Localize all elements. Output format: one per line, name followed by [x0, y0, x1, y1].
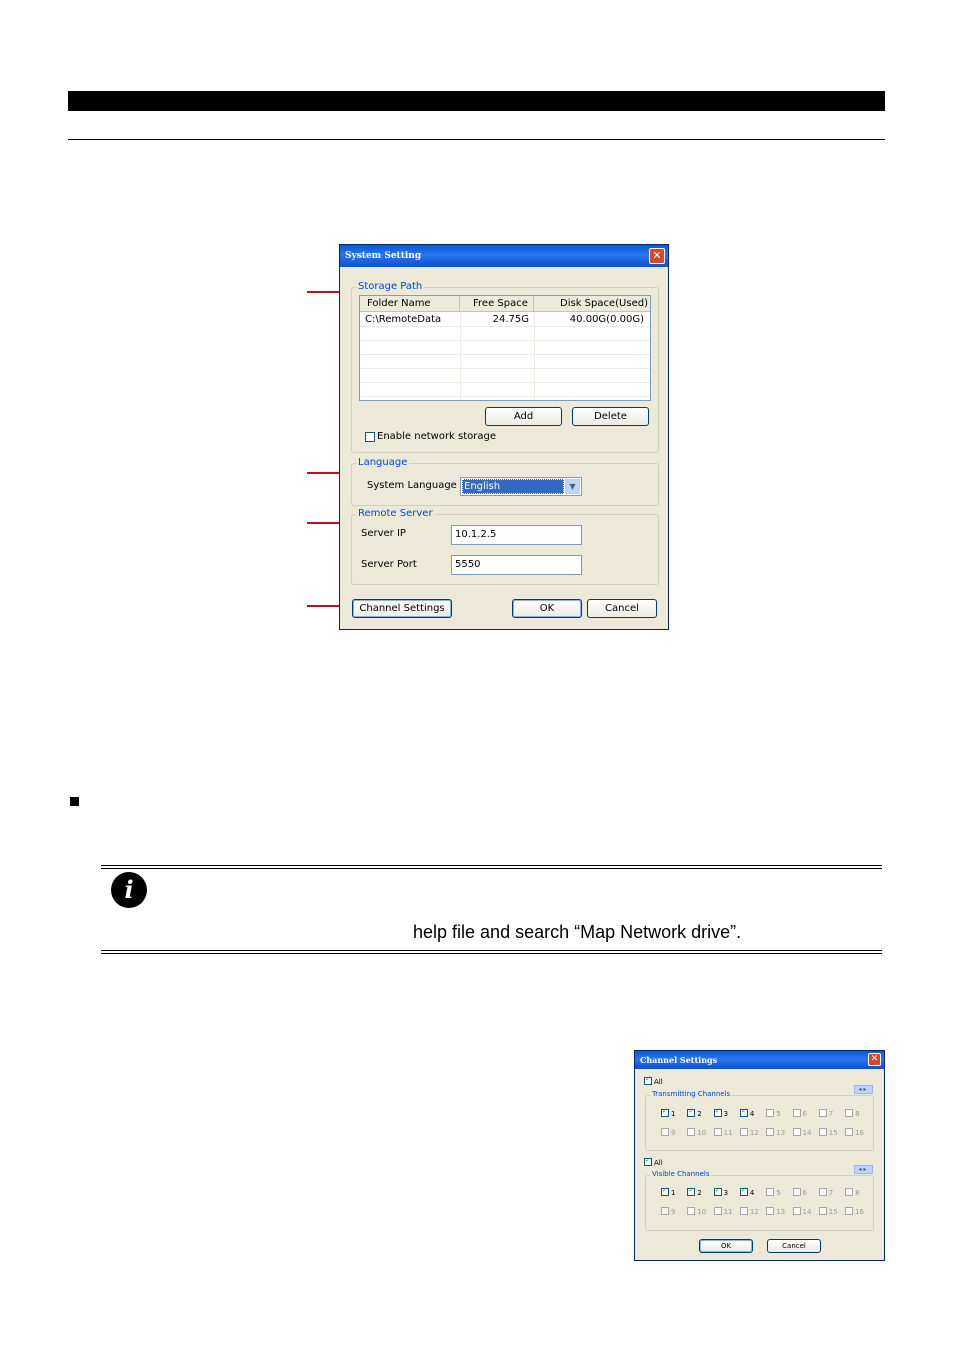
- table-row-empty: [360, 383, 650, 397]
- transmitting-channel-checkbox[interactable]: [661, 1128, 669, 1136]
- visible-channel-checkbox[interactable]: [661, 1207, 669, 1215]
- all-transmitting-checkbox[interactable]: [644, 1077, 652, 1085]
- add-button[interactable]: Add: [485, 407, 562, 426]
- enable-network-label: Enable network storage: [377, 431, 497, 442]
- visible-channel-label: 13: [776, 1208, 786, 1216]
- remote-server-label: Remote Server: [358, 508, 433, 519]
- ok-button[interactable]: OK: [512, 599, 582, 618]
- channel-settings-titlebar: [635, 1051, 884, 1069]
- transmitting-channel-label: 16: [855, 1129, 865, 1137]
- transmitting-channel-label: 5: [776, 1110, 781, 1118]
- transmitting-channel-checkbox[interactable]: [740, 1128, 748, 1136]
- language-label: Language: [358, 457, 408, 468]
- transmitting-channel-label: 15: [828, 1129, 838, 1137]
- visible-channel-label: 12: [749, 1208, 759, 1216]
- system-setting-titlebar: [340, 245, 668, 267]
- chevron-down-icon[interactable]: ▼: [565, 479, 580, 494]
- visible-group: [645, 1170, 874, 1231]
- server-ip-label: Server IP: [361, 528, 406, 539]
- channel-settings-dialog: [634, 1050, 885, 1261]
- dialog-title: System Setting: [345, 251, 422, 261]
- transmit-scroll-arrows-icon[interactable]: ◂▸: [854, 1085, 873, 1094]
- transmitting-channel-checkbox[interactable]: [819, 1109, 827, 1117]
- delete-button[interactable]: Delete: [572, 407, 649, 426]
- transmitting-channel-label: 2: [697, 1110, 702, 1118]
- storage-path-label: Storage Path: [358, 281, 423, 292]
- visible-channel-label: 5: [776, 1189, 781, 1197]
- visible-channel-label: 8: [855, 1189, 860, 1197]
- column-header-free[interactable]: Free Space: [460, 296, 534, 312]
- visible-channel-label: 1: [671, 1189, 676, 1197]
- visible-channel-checkbox[interactable]: [819, 1188, 827, 1196]
- transmitting-label: Transmitting Channels: [652, 1090, 731, 1098]
- all-visible-checkbox[interactable]: [644, 1158, 652, 1166]
- visible-channel-checkbox[interactable]: [793, 1207, 801, 1215]
- visible-channel-checkbox[interactable]: [687, 1207, 695, 1215]
- transmitting-channel-checkbox[interactable]: [714, 1109, 722, 1117]
- table-row-empty: [360, 355, 650, 369]
- note-rule: [101, 950, 882, 951]
- close-icon[interactable]: ✕: [649, 248, 665, 264]
- transmitting-channel-checkbox[interactable]: [687, 1109, 695, 1117]
- transmitting-channel-checkbox[interactable]: [766, 1128, 774, 1136]
- visible-channel-checkbox[interactable]: [766, 1188, 774, 1196]
- visible-channel-checkbox[interactable]: [845, 1188, 853, 1196]
- channel-dialog-title: Channel Settings: [640, 1055, 718, 1065]
- visible-channel-checkbox[interactable]: [661, 1188, 669, 1196]
- transmitting-channel-label: 6: [802, 1110, 807, 1118]
- transmitting-channel-label: 10: [697, 1129, 707, 1137]
- note-rule: [101, 953, 882, 954]
- storage-list-header: [360, 296, 650, 312]
- column-header-disk[interactable]: Disk Space(Used): [560, 298, 648, 309]
- transmitting-group: [645, 1090, 874, 1151]
- visible-channel-label: 11: [723, 1208, 733, 1216]
- visible-channel-checkbox[interactable]: [740, 1207, 748, 1215]
- all-transmitting-label: All: [654, 1078, 663, 1086]
- info-icon: i: [111, 872, 147, 908]
- visible-channel-checkbox[interactable]: [714, 1207, 722, 1215]
- channel-ok-button[interactable]: OK: [699, 1239, 753, 1253]
- visible-channel-label: 9: [671, 1208, 676, 1216]
- visible-channel-label: 15: [828, 1208, 838, 1216]
- note-rule: [101, 865, 882, 866]
- visible-channel-label: 3: [723, 1189, 729, 1197]
- visible-channel-checkbox[interactable]: [687, 1188, 695, 1196]
- transmitting-channel-checkbox[interactable]: [793, 1109, 801, 1117]
- visible-channel-label: 7: [828, 1189, 834, 1197]
- note-text: help file and search “Map Network drive”.: [413, 922, 742, 942]
- visible-channel-label: 6: [802, 1189, 807, 1197]
- enable-network-checkbox[interactable]: [365, 432, 375, 442]
- transmitting-channel-label: 12: [749, 1129, 759, 1137]
- bullet-square: [70, 797, 79, 806]
- visible-channel-checkbox[interactable]: [714, 1188, 722, 1196]
- transmitting-channel-label: 8: [855, 1110, 860, 1118]
- storage-list[interactable]: [359, 295, 651, 401]
- transmitting-channel-checkbox[interactable]: [819, 1128, 827, 1136]
- transmitting-channel-label: 13: [776, 1129, 786, 1137]
- visible-scroll-arrows-icon[interactable]: ◂▸: [854, 1165, 873, 1174]
- transmitting-channel-checkbox[interactable]: [740, 1109, 748, 1117]
- header-rule: [68, 139, 885, 140]
- visible-channel-label: 14: [802, 1208, 812, 1216]
- transmitting-channel-checkbox[interactable]: [766, 1109, 774, 1117]
- visible-label: Visible Channels: [652, 1170, 710, 1178]
- system-language-value: English: [462, 479, 564, 494]
- transmitting-channel-checkbox[interactable]: [845, 1109, 853, 1117]
- transmitting-channel-label: 9: [671, 1129, 676, 1137]
- server-port-label: Server Port: [361, 559, 417, 570]
- visible-channel-checkbox[interactable]: [766, 1207, 774, 1215]
- cancel-button[interactable]: Cancel: [587, 599, 657, 618]
- visible-channel-label: 2: [697, 1189, 702, 1197]
- server-ip-input[interactable]: 10.1.2.5: [451, 525, 582, 545]
- table-row-empty: [360, 341, 650, 355]
- transmitting-channel-label: 7: [828, 1110, 834, 1118]
- visible-channel-checkbox[interactable]: [845, 1207, 853, 1215]
- cell-free: 24.75G: [492, 314, 529, 325]
- transmitting-channel-label: 3: [723, 1110, 729, 1118]
- transmitting-channel-label: 4: [749, 1110, 755, 1118]
- table-row-empty: [360, 327, 650, 341]
- table-row[interactable]: [360, 313, 650, 327]
- visible-channel-label: 4: [749, 1189, 755, 1197]
- system-language-select[interactable]: [460, 477, 582, 496]
- transmitting-channel-checkbox[interactable]: [793, 1128, 801, 1136]
- visible-channel-checkbox[interactable]: [740, 1188, 748, 1196]
- visible-channel-checkbox[interactable]: [793, 1188, 801, 1196]
- all-visible-label: All: [654, 1159, 663, 1167]
- transmitting-channel-checkbox[interactable]: [687, 1128, 695, 1136]
- header-bar: [68, 91, 885, 111]
- system-language-label: System Language: [367, 480, 457, 491]
- table-row-empty: [360, 369, 650, 383]
- server-port-input[interactable]: 5550: [451, 555, 582, 575]
- column-header-folder[interactable]: Folder Name: [360, 296, 460, 312]
- transmitting-channel-label: 14: [802, 1129, 812, 1137]
- transmitting-channel-label: 1: [671, 1110, 676, 1118]
- transmitting-channel-checkbox[interactable]: [714, 1128, 722, 1136]
- transmitting-channel-label: 11: [723, 1129, 733, 1137]
- system-setting-dialog: [339, 244, 669, 630]
- transmitting-channel-checkbox[interactable]: [845, 1128, 853, 1136]
- channel-settings-button[interactable]: Channel Settings: [352, 599, 452, 618]
- transmitting-channel-checkbox[interactable]: [661, 1109, 669, 1117]
- close-icon[interactable]: ✕: [868, 1053, 881, 1066]
- note-rule: [101, 868, 882, 869]
- visible-channel-checkbox[interactable]: [819, 1207, 827, 1215]
- channel-cancel-button[interactable]: Cancel: [767, 1239, 821, 1253]
- visible-channel-label: 10: [697, 1208, 707, 1216]
- visible-channel-label: 16: [855, 1208, 865, 1216]
- cell-folder: C:\RemoteData: [365, 314, 442, 325]
- cell-disk: 40.00G(0.00G): [569, 314, 644, 325]
